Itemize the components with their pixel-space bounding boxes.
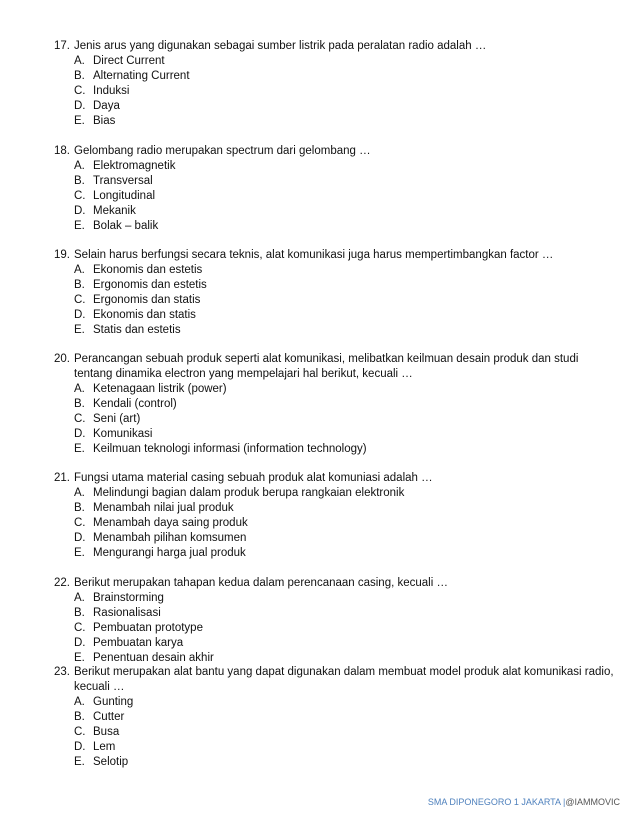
- question-text: Selain harus berfungsi secara teknis, alat komunikasi juga harus mempertimbangkan factor …: [74, 249, 554, 261]
- question-number: 21.: [54, 472, 70, 484]
- option-a: [74, 486, 614, 501]
- question-17: [54, 39, 614, 129]
- question-text: Perancangan sebuah produk seperti alat komunikasi, melibatkan keilmuan desain produk dan studi tentang dinamika electron yang mempelajari hal berikut, kecuali …: [74, 353, 579, 380]
- option-letter: E.: [74, 547, 85, 559]
- question-text: Gelombang radio merupakan spectrum dari gelombang …: [74, 145, 371, 157]
- option-letter: D.: [74, 637, 86, 649]
- question-18: [54, 144, 614, 234]
- option-letter: B.: [74, 175, 85, 187]
- option-text: Ergonomis dan estetis: [93, 279, 207, 291]
- option-letter: D.: [74, 741, 86, 753]
- option-letter: E.: [74, 324, 85, 336]
- option-letter: A.: [74, 160, 85, 172]
- option-text: Ekonomis dan estetis: [93, 264, 203, 276]
- option-a: [74, 591, 614, 606]
- option-e: [74, 651, 614, 666]
- option-text: Busa: [93, 726, 120, 738]
- option-c: [74, 293, 614, 308]
- question-19: [54, 248, 614, 338]
- question-number: 19.: [54, 249, 70, 261]
- option-c: [74, 189, 614, 204]
- footer-separator: |: [560, 797, 566, 807]
- option-text: Cutter: [93, 711, 125, 723]
- option-letter: E.: [74, 756, 85, 768]
- option-text: Rasionalisasi: [93, 607, 161, 619]
- option-a: [74, 263, 614, 278]
- option-text: Daya: [93, 100, 120, 112]
- option-letter: D.: [74, 532, 86, 544]
- option-letter: D.: [74, 205, 86, 217]
- question-text: Berikut merupakan alat bantu yang dapat digunakan dalam membuat model produk alat komunikasi radio, kecuali …: [74, 666, 614, 693]
- option-text: Alternating Current: [93, 70, 190, 82]
- option-c: [74, 725, 614, 740]
- option-text: Pembuatan karya: [93, 637, 184, 649]
- option-a: [74, 695, 614, 710]
- option-d: [74, 740, 614, 755]
- option-d: [74, 427, 614, 442]
- option-d: [74, 636, 614, 651]
- option-a: [74, 54, 614, 69]
- option-text: Longitudinal: [93, 190, 156, 202]
- question-text: Fungsi utama material casing sebuah produk alat komuniasi adalah …: [74, 472, 433, 484]
- option-c: [74, 412, 614, 427]
- option-b: [74, 278, 614, 293]
- option-d: [74, 204, 614, 219]
- footer-school: SMA DIPONEGORO 1 JAKARTA: [427, 797, 561, 807]
- option-text: Keilmuan teknologi informasi (information technology): [93, 443, 367, 455]
- option-c: [74, 516, 614, 531]
- option-letter: C.: [74, 726, 86, 738]
- option-text: Elektromagnetik: [93, 160, 176, 172]
- option-letter: D.: [74, 428, 86, 440]
- option-letter: C.: [74, 517, 86, 529]
- option-text: Seni (art): [93, 413, 141, 425]
- option-a: [74, 382, 614, 397]
- option-text: Bias: [93, 115, 116, 127]
- option-text: Ergonomis dan statis: [93, 294, 201, 306]
- option-letter: B.: [74, 70, 85, 82]
- option-text: Transversal: [93, 175, 153, 187]
- option-text: Ketenagaan listrik (power): [93, 383, 227, 395]
- option-text: Menambah nilai jual produk: [93, 502, 234, 514]
- option-e: [74, 546, 614, 561]
- option-e: [74, 114, 614, 129]
- option-text: Direct Current: [93, 55, 165, 67]
- option-text: Penentuan desain akhir: [93, 652, 214, 664]
- option-e: [74, 323, 614, 338]
- option-b: [74, 174, 614, 189]
- question-20: [54, 352, 614, 457]
- option-letter: A.: [74, 696, 85, 708]
- option-letter: B.: [74, 279, 85, 291]
- option-text: Mengurangi harga jual produk: [93, 547, 246, 559]
- option-text: Brainstorming: [93, 592, 164, 604]
- option-text: Induksi: [93, 85, 130, 97]
- option-b: [74, 501, 614, 516]
- option-letter: E.: [74, 115, 85, 127]
- option-text: Melindungi bagian dalam produk berupa rangkaian elektronik: [93, 487, 405, 499]
- option-letter: D.: [74, 309, 86, 321]
- option-letter: A.: [74, 264, 85, 276]
- page-footer: [428, 796, 620, 808]
- option-letter: A.: [74, 383, 85, 395]
- question-21: [54, 471, 614, 561]
- option-text: Menambah pilihan komsumen: [93, 532, 247, 544]
- option-text: Lem: [93, 741, 116, 753]
- question-number: 18.: [54, 145, 70, 157]
- option-letter: B.: [74, 502, 85, 514]
- option-d: [74, 531, 614, 546]
- option-letter: C.: [74, 190, 86, 202]
- question-number: 23.: [54, 666, 70, 678]
- option-letter: A.: [74, 487, 85, 499]
- option-letter: B.: [74, 398, 85, 410]
- option-c: [74, 621, 614, 636]
- question-text: Jenis arus yang digunakan sebagai sumber listrik pada peralatan radio adalah …: [74, 40, 487, 52]
- question-number: 17.: [54, 40, 70, 52]
- option-letter: A.: [74, 55, 85, 67]
- option-text: Menambah daya saing produk: [93, 517, 248, 529]
- option-letter: C.: [74, 622, 86, 634]
- option-e: [74, 442, 614, 457]
- option-text: Gunting: [93, 696, 134, 708]
- option-text: Bolak – balik: [93, 220, 159, 232]
- footer-handle: @IAMMOVIC: [565, 797, 620, 807]
- option-text: Statis dan estetis: [93, 324, 181, 336]
- option-letter: E.: [74, 652, 85, 664]
- question-23: [54, 665, 614, 770]
- question-number: 20.: [54, 353, 70, 365]
- option-letter: D.: [74, 100, 86, 112]
- option-letter: A.: [74, 592, 85, 604]
- option-text: Komunikasi: [93, 428, 153, 440]
- option-letter: C.: [74, 294, 86, 306]
- option-e: [74, 219, 614, 234]
- option-text: Selotip: [93, 756, 129, 768]
- option-b: [74, 397, 614, 412]
- question-22: [54, 576, 614, 666]
- option-a: [74, 159, 614, 174]
- option-letter: B.: [74, 607, 85, 619]
- option-e: [74, 755, 614, 770]
- option-text: Mekanik: [93, 205, 136, 217]
- option-letter: B.: [74, 711, 85, 723]
- option-b: [74, 69, 614, 84]
- question-text: Berikut merupakan tahapan kedua dalam perencanaan casing, kecuali …: [74, 577, 448, 589]
- question-number: 22.: [54, 577, 70, 589]
- option-text: Kendali (control): [93, 398, 177, 410]
- option-b: [74, 606, 614, 621]
- option-c: [74, 84, 614, 99]
- option-letter: C.: [74, 85, 86, 97]
- option-text: Pembuatan prototype: [93, 622, 203, 634]
- option-d: [74, 99, 614, 114]
- option-b: [74, 710, 614, 725]
- option-letter: E.: [74, 220, 85, 232]
- option-d: [74, 308, 614, 323]
- option-text: Ekonomis dan statis: [93, 309, 196, 321]
- option-letter: E.: [74, 443, 85, 455]
- option-letter: C.: [74, 413, 86, 425]
